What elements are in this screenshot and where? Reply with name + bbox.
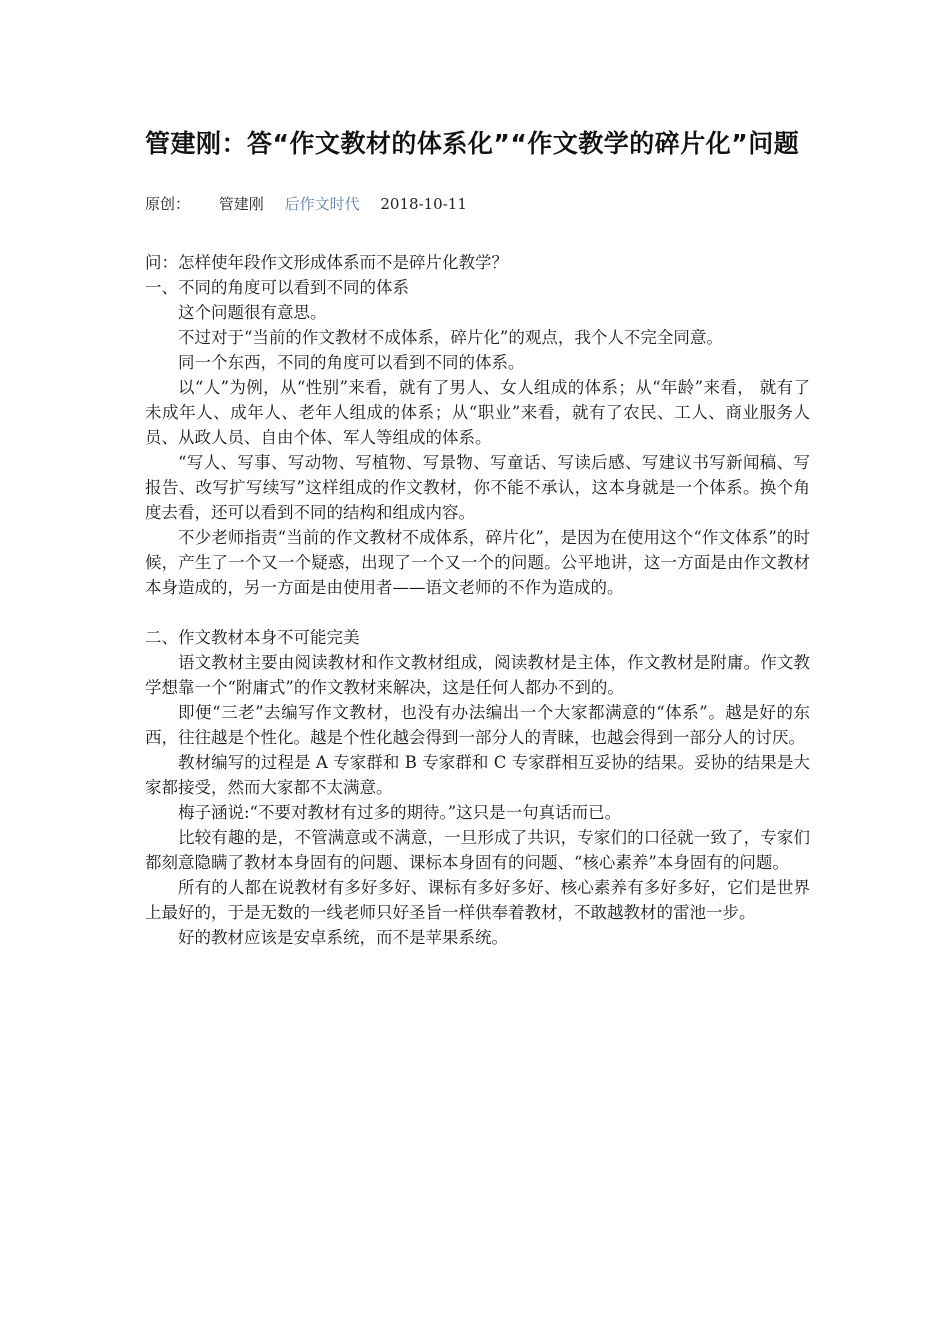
paragraph: 不过对于“当前的作文教材不成体系，碎片化”的观点，我个人不完全同意。: [178, 328, 723, 347]
paragraph: 语文教材主要由阅读教材和作文教材组成，阅读教材是主体，作文教材是附庸。作文教学想靠一个“附庸式”的作文教材来解决，这是任何人都办不到的。: [145, 653, 810, 697]
article-title: 管建刚：答“作文教材的体系化”“作文教学的碎片化”问题: [145, 129, 800, 158]
article: [145, 120, 810, 950]
paragraph: 好的教材应该是安卓系统，而不是苹果系统。: [178, 928, 508, 947]
section-spacer: [145, 600, 810, 625]
paragraph: 这个问题很有意思。: [178, 303, 327, 322]
paragraph: 比较有趣的是，不管满意或不满意，一旦形成了共识，专家们的口径就一致了，专家们都刻意隐瞒了教材本身固有的问题、课标本身固有的问题、“核心素养”本身固有的问题。: [145, 828, 810, 872]
source-link[interactable]: 后作文时代: [284, 195, 360, 213]
paragraph: 即便“三老”去编写作文教材，也没有办法编出一个大家都满意的“体系”。越是好的东西，往往越是个性化。越是个性化越会得到一部分人的青睐，也越会得到一部分人的讨厌。: [145, 703, 810, 747]
paragraph: 以“人”为例，从“性别”来看，就有了男人、女人组成的体系；从“年龄”来看， 就有了未成年人、成年人、老年人组成的体系；从“职业”来看，就有了农民、工人、商业服务人员、从政人员、自由个体、军人等组成的体系。: [145, 378, 810, 447]
article-body: [145, 250, 810, 950]
paragraph: 教材编写的过程是 A 专家群和 B 专家群和 C 专家群相互妥协的结果。妥协的结果是大家都接受，然而大家都不太满意。: [145, 753, 810, 797]
paragraph: 不少老师指责“当前的作文教材不成体系，碎片化”，是因为在使用这个“作文体系”的时候，产生了一个又一个疑惑，出现了一个又一个的问题。公平地讲，这一方面是由作文教材本身造成的，另一方面是由使用者——语文老师的不作为造成的。: [145, 528, 810, 597]
publish-date: 2018-10-11: [380, 195, 467, 213]
question-line: 问：怎样使年段作文形成体系而不是碎片化教学？: [145, 253, 508, 272]
paragraph: 所有的人都在说教材有多好多好、课标有多好多好、核心素养有多好多好，它们是世界上最好的，于是无数的一线老师只好圣旨一样供奉着教材，不敢越教材的雷池一步。: [145, 878, 810, 922]
paragraph: 梅子涵说:“不要对教材有过多的期待。”这只是一句真话而已。: [178, 803, 622, 822]
article-meta: [145, 192, 810, 216]
author-name: 管建刚: [218, 195, 264, 213]
paragraph: “写人、写事、写动物、写植物、写景物、写童话、写读后感、写建议书写新闻稿、写报告、改写扩写续写”这样组成的作文教材，你不能不承认，这本身就是一个体系。换个角度去看，还可以看到不同的结构和组成内容。: [145, 453, 810, 522]
paragraph: 同一个东西，不同的角度可以看到不同的体系。: [178, 353, 525, 372]
original-label: 原创：: [145, 195, 191, 213]
section2-heading: 二、作文教材本身不可能完美: [145, 628, 360, 647]
section1-heading: 一、不同的角度可以看到不同的体系: [145, 278, 409, 297]
